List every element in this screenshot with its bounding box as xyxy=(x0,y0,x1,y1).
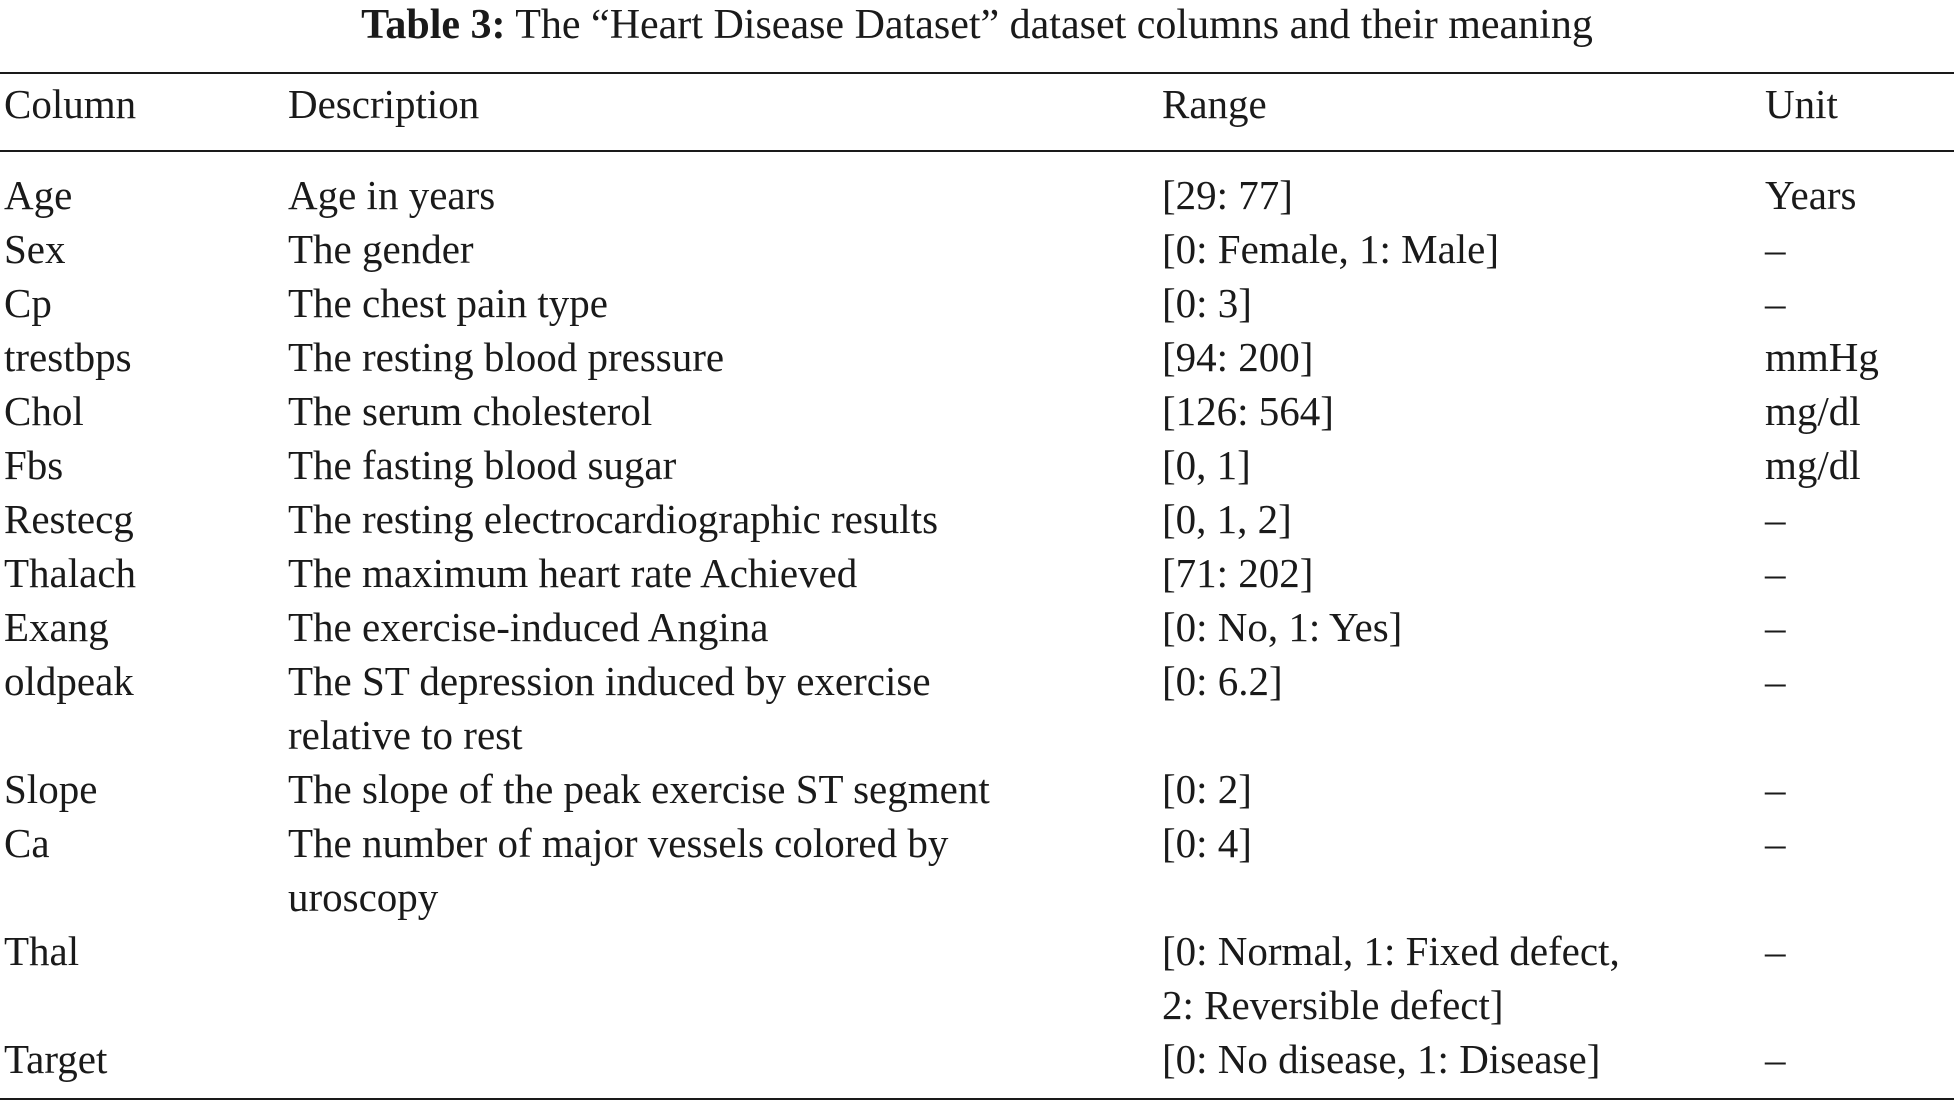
cell-range xyxy=(1162,1032,1765,1086)
cell-range xyxy=(1162,762,1765,816)
table-body xyxy=(0,168,1954,1086)
description-line: The resting electrocardiographic results xyxy=(288,496,939,542)
cell-unit: – xyxy=(1765,820,1786,866)
table-rows xyxy=(0,168,1954,1086)
table-row xyxy=(0,924,1954,1032)
description-line: The ST depression induced by exercise xyxy=(288,658,931,704)
cell-column: Exang xyxy=(4,604,109,650)
cell-column: Slope xyxy=(4,766,98,812)
description-line: uroscopy xyxy=(288,874,439,920)
cell-range xyxy=(1162,492,1765,546)
cell-description xyxy=(288,924,1162,1032)
table-row xyxy=(0,492,1954,546)
header-description: Description xyxy=(288,81,480,127)
description-line: The slope of the peak exercise ST segment xyxy=(288,766,990,812)
cell-unit: mg/dl xyxy=(1765,388,1861,434)
cell-unit: – xyxy=(1765,550,1786,596)
cell-unit: Years xyxy=(1765,172,1857,218)
cell-column: Thalach xyxy=(4,550,137,596)
header-row xyxy=(0,76,1954,132)
cell-column: Restecg xyxy=(4,496,134,542)
header-rule xyxy=(0,150,1954,152)
cell-range xyxy=(1162,654,1765,762)
cell-description xyxy=(288,492,1162,546)
range-line: [0: 6.2] xyxy=(1162,658,1283,704)
header-range: Range xyxy=(1162,81,1267,127)
description-line: The fasting blood sugar xyxy=(288,442,677,488)
cell-column: Fbs xyxy=(4,442,64,488)
table-row xyxy=(0,762,1954,816)
range-line: [0: Female, 1: Male] xyxy=(1162,226,1500,272)
range-line: [0: 3] xyxy=(1162,280,1252,326)
description-line: Age in years xyxy=(288,172,496,218)
description-line: The resting blood pressure xyxy=(288,334,725,380)
table-row xyxy=(0,438,1954,492)
cell-unit: – xyxy=(1765,280,1786,326)
cell-range xyxy=(1162,816,1765,924)
cell-description xyxy=(288,816,1162,924)
description-line: The maximum heart rate Achieved xyxy=(288,550,858,596)
caption-text: The “Heart Disease Dataset” dataset columns and their meaning xyxy=(515,2,1593,48)
cell-column: trestbps xyxy=(4,334,132,380)
description-line: The exercise-induced Angina xyxy=(288,604,769,650)
cell-column: Chol xyxy=(4,388,84,434)
range-line: [94: 200] xyxy=(1162,334,1314,380)
range-line: [0: Normal, 1: Fixed defect, xyxy=(1162,928,1620,974)
range-line: [0: 4] xyxy=(1162,820,1252,866)
cell-column: oldpeak xyxy=(4,658,134,704)
range-line: [126: 564] xyxy=(1162,388,1334,434)
bottom-rule xyxy=(0,1098,1954,1100)
cell-unit: – xyxy=(1765,226,1786,272)
cell-column: Thal xyxy=(4,928,80,974)
cell-description xyxy=(288,1032,1162,1086)
cell-unit: – xyxy=(1765,604,1786,650)
cell-range xyxy=(1162,924,1765,1032)
cell-description xyxy=(288,546,1162,600)
cell-description xyxy=(288,330,1162,384)
cell-column: Age xyxy=(4,172,73,218)
cell-column: Ca xyxy=(4,820,50,866)
cell-unit: mmHg xyxy=(1765,334,1879,380)
cell-unit: – xyxy=(1765,928,1786,974)
range-line: [0, 1] xyxy=(1162,442,1251,488)
description-line: The chest pain type xyxy=(288,280,608,326)
cell-range xyxy=(1162,276,1765,330)
table-caption xyxy=(0,0,1954,50)
table-row xyxy=(0,816,1954,924)
range-line: [29: 77] xyxy=(1162,172,1293,218)
cell-column: Sex xyxy=(4,226,66,272)
table-row xyxy=(0,330,1954,384)
range-line: [0: No, 1: Yes] xyxy=(1162,604,1403,650)
description-line: The number of major vessels colored by xyxy=(288,820,949,866)
description-line: relative to rest xyxy=(288,712,523,758)
cell-range xyxy=(1162,330,1765,384)
top-rule xyxy=(0,72,1954,74)
table-row xyxy=(0,168,1954,222)
cell-unit: – xyxy=(1765,496,1786,542)
cell-description xyxy=(288,168,1162,222)
caption-label: Table 3: xyxy=(361,2,506,48)
table-row xyxy=(0,654,1954,762)
cell-description xyxy=(288,600,1162,654)
range-line: [0: No disease, 1: Disease] xyxy=(1162,1036,1601,1082)
cell-range xyxy=(1162,384,1765,438)
cell-range xyxy=(1162,168,1765,222)
range-line: 2: Reversible defect] xyxy=(1162,982,1504,1028)
header-column: Column xyxy=(4,81,137,127)
cell-unit: – xyxy=(1765,658,1786,704)
cell-description xyxy=(288,384,1162,438)
cell-description xyxy=(288,222,1162,276)
cell-description xyxy=(288,276,1162,330)
cell-unit: – xyxy=(1765,766,1786,812)
cell-range xyxy=(1162,438,1765,492)
cell-column: Target xyxy=(4,1036,108,1082)
table-row xyxy=(0,222,1954,276)
cell-description xyxy=(288,438,1162,492)
cell-range xyxy=(1162,222,1765,276)
table-row xyxy=(0,1032,1954,1086)
cell-range xyxy=(1162,600,1765,654)
table-header xyxy=(0,76,1954,132)
cell-column: Cp xyxy=(4,280,52,326)
range-line: [0: 2] xyxy=(1162,766,1252,812)
cell-description xyxy=(288,654,1162,762)
cell-unit: mg/dl xyxy=(1765,442,1861,488)
description-line: The gender xyxy=(288,226,474,272)
table-row xyxy=(0,600,1954,654)
description-line: The serum cholesterol xyxy=(288,388,653,434)
table-row xyxy=(0,546,1954,600)
table-row xyxy=(0,384,1954,438)
table-row xyxy=(0,276,1954,330)
range-line: [71: 202] xyxy=(1162,550,1314,596)
cell-description xyxy=(288,762,1162,816)
range-line: [0, 1, 2] xyxy=(1162,496,1292,542)
header-unit: Unit xyxy=(1765,81,1838,127)
cell-range xyxy=(1162,546,1765,600)
cell-unit: – xyxy=(1765,1036,1786,1082)
